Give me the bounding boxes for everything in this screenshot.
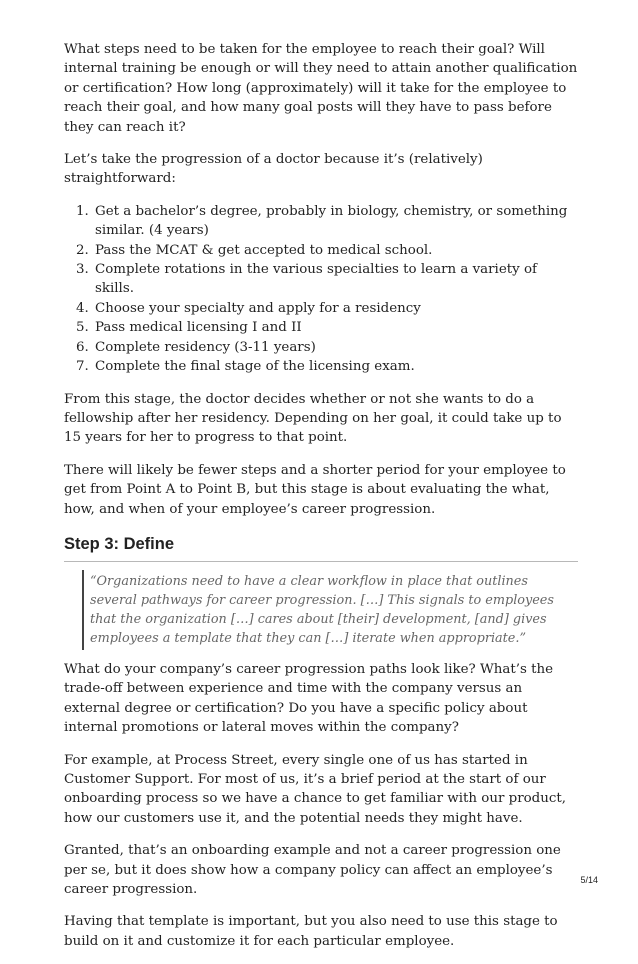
onboarding-paragraph: Granted, that’s an onboarding example and not a career progression one per se, but it does show how a company policy can affect an employee’s career progression. [64,843,561,897]
fellowship-paragraph: From this stage, the doctor decides whether or not she wants to do a fellowship after her residency. Depending on her goal, it could take up to 15 years for her to progress to that point. [64,391,562,446]
career-paths-paragraph: What do your company’s career progression paths look like? What’s the trade-off between experience and time with the company versus an external degree or certification? Do you have a specific policy about internal promotions or lateral moves within the company? [64,661,554,736]
list-item: 7. Complete the final stage of the licensing exam. [93,357,578,376]
section-heading: Step 3: Define [64,534,578,562]
list-item: 5. Pass medical licensing I and II [93,318,578,337]
quote-text: “Organizations need to have a clear workflow in place that outlines several pathways for career progression. […] This signals to employees that the organization […] cares about [their] development, [and] gives employees a template that they can […] iterate when appropriate.” [90,573,554,646]
list-item: 3. Complete rotations in the various specialties to learn a variety of skills. [93,260,578,299]
list-item: 1. Get a bachelor’s degree, probably in biology, chemistry, or something similar. (4 years) [93,202,578,241]
document-page [64,40,578,964]
list-item: 4. Choose your specialty and apply for a residency [93,299,578,318]
evaluation-paragraph: There will likely be fewer steps and a shorter period for your employee to get from Point A to Point B, but this stage is about evaluating the what, how, and when of your employee’s career progression. [64,462,566,517]
example-paragraph: For example, at Process Street, every single one of us has started in Customer Support. For most of us, it’s a brief period at the start of our onboarding process so we have a chance to get familiar with our product, how our customers use it, and the potential needs they might have. [64,752,566,826]
doctor-steps-list [64,202,578,377]
doctor-intro-paragraph: Let’s take the progression of a doctor because it’s (relatively) straightforward: [64,152,483,187]
list-item: 2. Pass the MCAT & get accepted to medical school. [93,241,578,260]
page-number: 5/14 [580,875,598,885]
template-paragraph: Having that template is important, but you also need to use this stage to build on it and customize it for each particular employee. [64,914,558,949]
intro-paragraph: What steps need to be taken for the employee to reach their goal? Will internal training be enough or will they need to attain another qualification or certification? How long (approximately) will it take for the employee to reach their goal, and how many goal posts will they have to pass before they can reach it? [64,42,578,135]
pull-quote [82,570,578,650]
list-item: 6. Complete residency (3-11 years) [93,338,578,357]
